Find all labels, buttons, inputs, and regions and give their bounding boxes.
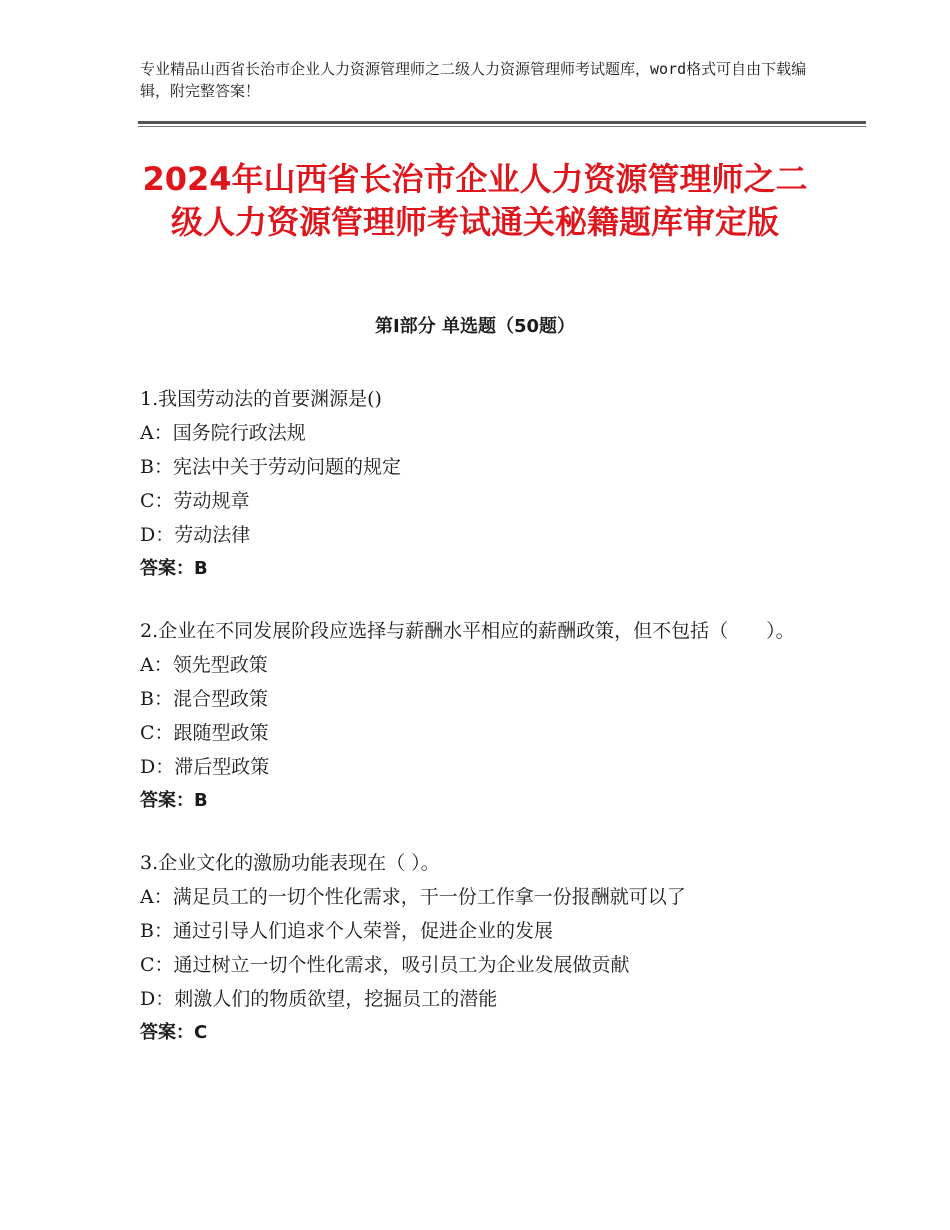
option-c: C：跟随型政策 (140, 722, 269, 744)
option-d: D：劳动法律 (140, 524, 251, 546)
option-d: D：滞后型政策 (140, 756, 270, 778)
option-d: D：刺激人们的物质欲望，挖掘员工的潜能 (140, 988, 498, 1010)
option-a: A：满足员工的一切个性化需求，干一份工作拿一份报酬就可以了 (140, 886, 686, 908)
option-a: A：国务院行政法规 (140, 422, 306, 444)
header-divider-thick (138, 121, 866, 124)
document-title: 2024年山西省长治市企业人力资源管理师之二级人力资源管理师考试通关秘籍题库审定版 (142, 160, 808, 241)
option-b: B：混合型政策 (140, 688, 268, 710)
header-divider-thin (138, 126, 866, 127)
question-stem: 2.企业在不同发展阶段应选择与薪酬水平相应的薪酬政策，但不包括（ ）。 (140, 620, 795, 642)
header-note: 专业精品山西省长治市企业人力资源管理师之二级人力资源管理师考试题库，word格式可自由下载编辑，附完整答案！ (140, 60, 807, 100)
option-c: C：通过树立一切个性化需求，吸引员工为企业发展做贡献 (140, 954, 630, 976)
question-1 (140, 382, 830, 586)
question-2 (140, 614, 830, 818)
question-3 (140, 846, 830, 1050)
question-stem: 1.我国劳动法的首要渊源是() (140, 388, 382, 410)
answer: 答案：C (140, 1022, 208, 1043)
question-list (140, 382, 830, 1078)
section-heading: 第Ⅰ部分 单选题（50题） (374, 316, 575, 337)
option-c: C：劳动规章 (140, 490, 250, 512)
question-stem: 3.企业文化的激励功能表现在（ ）。 (140, 852, 440, 874)
option-b: B：宪法中关于劳动问题的规定 (140, 456, 401, 478)
option-b: B：通过引导人们追求个人荣誉，促进企业的发展 (140, 920, 553, 942)
answer: 答案：B (140, 558, 208, 579)
answer: 答案：B (140, 790, 208, 811)
option-a: A：领先型政策 (140, 654, 268, 676)
